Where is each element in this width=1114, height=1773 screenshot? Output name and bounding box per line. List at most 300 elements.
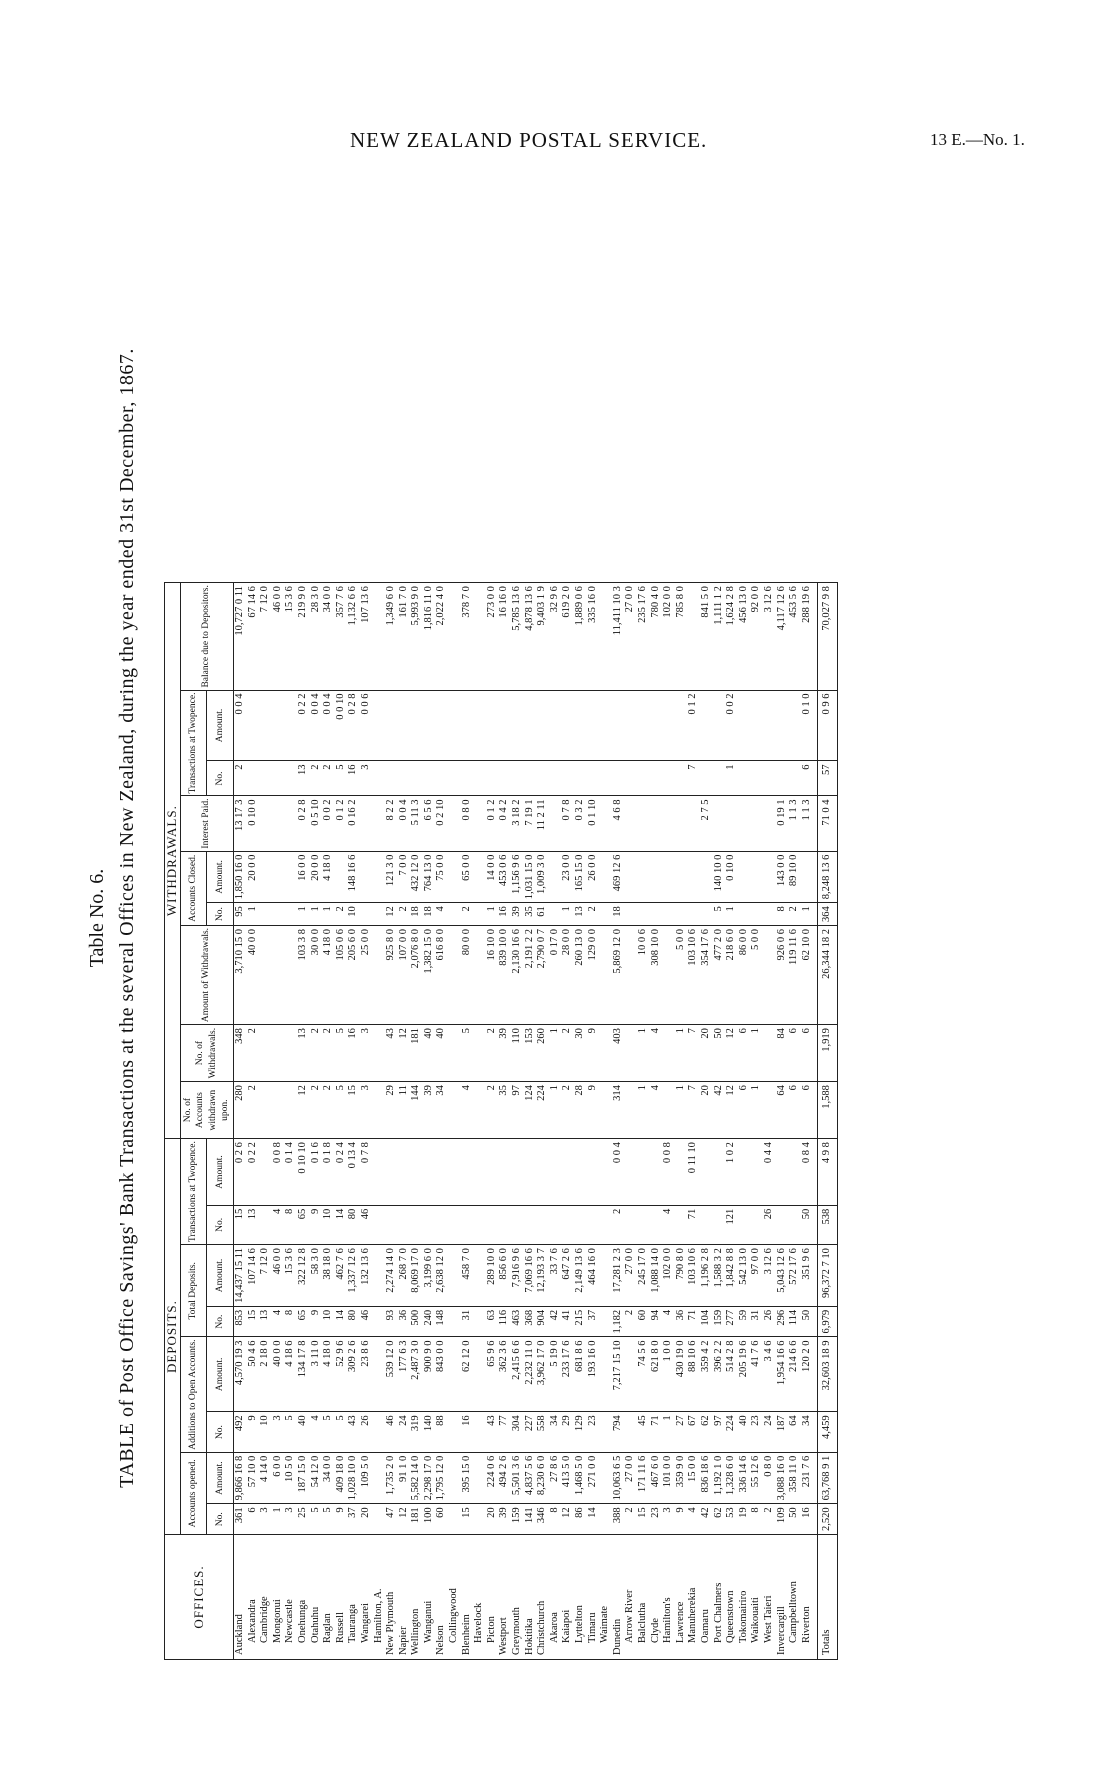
table-cell: 24 xyxy=(398,1412,411,1452)
table-cell: 65 0 0 xyxy=(461,851,474,903)
table-cell xyxy=(373,761,386,796)
table-cell xyxy=(486,761,499,796)
table-cell: 7 12 0 xyxy=(259,583,272,690)
table-row xyxy=(776,583,789,1660)
table-cell xyxy=(473,1412,486,1452)
table-cell xyxy=(776,1139,789,1206)
table-cell xyxy=(587,1139,600,1206)
table-cell: 289 10 0 xyxy=(486,1245,499,1307)
table-cell: 37 xyxy=(587,1306,600,1337)
table-cell: 1 xyxy=(750,1082,763,1139)
table-cell: 3 xyxy=(360,761,373,796)
table-cell: 925 8 0 xyxy=(385,925,398,1024)
table-cell: 2 xyxy=(486,1025,499,1082)
table-cell: 361 xyxy=(233,1504,246,1535)
table-cell: 37 xyxy=(347,1504,360,1535)
table-cell xyxy=(675,796,688,851)
table-cell: 55 12 6 xyxy=(750,1452,763,1504)
table-cell: 86 xyxy=(574,1504,587,1535)
table-cell: 7,069 16 6 xyxy=(524,1245,537,1307)
table-cell: 80 xyxy=(347,1306,360,1337)
table-cell: 2 xyxy=(486,1082,499,1139)
table-cell: 45 xyxy=(637,1412,650,1452)
col-offices: OFFICES. xyxy=(165,1535,234,1660)
table-cell xyxy=(662,796,675,851)
table-row xyxy=(549,583,562,1660)
table-cell: 5 xyxy=(284,1412,297,1452)
table-cell: 12 xyxy=(725,1025,738,1082)
table-cell xyxy=(473,903,486,926)
table-cell: 141 xyxy=(524,1504,537,1535)
table-cell: 0 4 4 xyxy=(763,1139,776,1206)
table-cell xyxy=(637,851,650,903)
table-cell xyxy=(448,583,461,690)
table-row xyxy=(448,583,461,1660)
table-cell: 88 xyxy=(435,1412,448,1452)
table-cell: 5 11 3 xyxy=(410,796,423,851)
table-cell xyxy=(373,1082,386,1139)
table-cell xyxy=(599,1504,612,1535)
table-cell: 62 xyxy=(700,1412,713,1452)
totals-label: Totals xyxy=(818,1535,838,1660)
totals-cell: 26,344 18 2 xyxy=(818,925,838,1024)
table-cell: 12 xyxy=(398,1025,411,1082)
table-cell: 0 0 8 xyxy=(272,1139,285,1206)
table-cell: 5 xyxy=(310,1504,323,1535)
table-cell xyxy=(624,1082,637,1139)
table-cell: 165 15 0 xyxy=(574,851,587,903)
table-cell: 836 18 6 xyxy=(700,1452,713,1504)
table-cell: 97 xyxy=(713,1412,726,1452)
table-cell: 27 0 0 xyxy=(624,1245,637,1307)
table-cell: 181 xyxy=(410,1025,423,1082)
table-cell xyxy=(473,1337,486,1412)
table-cell xyxy=(448,851,461,903)
table-cell xyxy=(549,761,562,796)
table-cell xyxy=(259,1205,272,1244)
table-cell: 2 xyxy=(247,1082,260,1139)
table-cell: 88 10 6 xyxy=(687,1337,700,1412)
table-cell: 2 xyxy=(322,1025,335,1082)
office-name: Russell xyxy=(335,1535,348,1660)
office-name: Wellington xyxy=(410,1535,423,1660)
table-cell xyxy=(373,1337,386,1412)
table-cell xyxy=(373,583,386,690)
table-cell: 3 18 2 xyxy=(511,796,524,851)
table-cell: 1,156 9 6 xyxy=(511,851,524,903)
table-cell: 129 0 0 xyxy=(587,925,600,1024)
table-cell xyxy=(574,690,587,761)
table-cell: 28 0 0 xyxy=(561,925,574,1024)
table-cell: 42 xyxy=(700,1504,713,1535)
table-cell: 1 1 3 xyxy=(801,796,818,851)
table-cell: 335 16 0 xyxy=(587,583,600,690)
table-cell: 105 0 6 xyxy=(335,925,348,1024)
table-cell: 214 6 6 xyxy=(788,1337,801,1412)
table-cell xyxy=(448,903,461,926)
table-cell: 2,076 8 0 xyxy=(410,925,423,1024)
table-cell: 304 xyxy=(511,1412,524,1452)
table-cell xyxy=(284,851,297,903)
table-cell: 616 8 0 xyxy=(435,925,448,1024)
table-cell: 2 xyxy=(335,903,348,926)
table-cell xyxy=(763,796,776,851)
table-cell: 177 6 3 xyxy=(398,1337,411,1412)
totals-cell: 0 9 6 xyxy=(818,690,838,761)
sub-amount: Amount. xyxy=(207,1337,234,1412)
table-cell: 23 xyxy=(750,1412,763,1452)
table-cell xyxy=(599,1412,612,1452)
table-cell xyxy=(448,690,461,761)
table-cell: 4 18 0 xyxy=(322,1337,335,1412)
table-cell: 20 xyxy=(700,1082,713,1139)
table-cell: 9 xyxy=(587,1082,600,1139)
table-cell: 2,022 4 0 xyxy=(435,583,448,690)
table-cell: 6 xyxy=(788,1025,801,1082)
col-amount-withdrawals: Amount of Withdrawals. xyxy=(180,925,233,1024)
table-row xyxy=(662,583,675,1660)
table-cell: 161 7 0 xyxy=(398,583,411,690)
sub-no: No. xyxy=(207,903,234,926)
table-row xyxy=(297,583,310,1660)
table-cell: 43 xyxy=(347,1412,360,1452)
table-cell: 1 xyxy=(725,903,738,926)
table-cell xyxy=(549,690,562,761)
table-cell: 2 xyxy=(310,761,323,796)
table-cell: 388 xyxy=(612,1504,625,1535)
office-name: Mongonui xyxy=(272,1535,285,1660)
table-cell xyxy=(612,761,625,796)
table-cell: 358 11 0 xyxy=(788,1452,801,1504)
table-row xyxy=(801,583,818,1660)
table-cell: 60 xyxy=(435,1504,448,1535)
table-cell: 1,337 12 6 xyxy=(347,1245,360,1307)
table-cell xyxy=(637,903,650,926)
table-cell: 5,043 12 6 xyxy=(776,1245,789,1307)
table-cell: 5 19 0 xyxy=(549,1337,562,1412)
table-cell: 260 xyxy=(536,1025,549,1082)
table-row xyxy=(272,583,285,1660)
table-cell: 91 1 0 xyxy=(398,1452,411,1504)
table-cell: 4,837 5 6 xyxy=(524,1452,537,1504)
table-cell: 572 17 6 xyxy=(788,1245,801,1307)
office-name: Campbelltown xyxy=(788,1535,801,1660)
table-cell: 6 xyxy=(801,1082,818,1139)
table-cell xyxy=(549,1205,562,1244)
table-cell: 0 2 10 xyxy=(435,796,448,851)
table-cell: 103 3 8 xyxy=(297,925,310,1024)
table-cell xyxy=(763,690,776,761)
table-cell: 280 xyxy=(233,1082,246,1139)
table-cell xyxy=(272,796,285,851)
table-cell: 1 xyxy=(675,1025,688,1082)
table-cell: 1,031 15 0 xyxy=(524,851,537,903)
table-cell: 50 xyxy=(801,1205,818,1244)
table-cell: 100 xyxy=(423,1504,436,1535)
table-cell: 13 xyxy=(297,1025,310,1082)
totals-cell: 70,027 9 8 xyxy=(818,583,838,690)
table-cell: 1 xyxy=(561,903,574,926)
table-cell: 1,795 12 0 xyxy=(435,1452,448,1504)
table-cell xyxy=(763,903,776,926)
office-name: Wangarei xyxy=(360,1535,373,1660)
office-name: Alexandra xyxy=(247,1535,260,1660)
col-accounts-closed: Accounts Closed. xyxy=(180,851,207,925)
table-cell: 148 xyxy=(435,1306,448,1337)
table-cell xyxy=(624,925,637,1024)
table-cell: 124 xyxy=(524,1082,537,1139)
sub-amount: Amount. xyxy=(207,690,234,761)
table-cell: 5,785 13 6 xyxy=(511,583,524,690)
table-cell: 67 xyxy=(687,1412,700,1452)
table-cell: 53 xyxy=(725,1504,738,1535)
totals-cell: 71 0 4 xyxy=(818,796,838,851)
page-reference: 13 E.—No. 1. xyxy=(930,130,1025,149)
table-cell: 59 xyxy=(738,1306,751,1337)
table-cell xyxy=(511,761,524,796)
table-row xyxy=(637,583,650,1660)
table-cell: 5 0 0 xyxy=(750,925,763,1024)
table-cell: 107 13 6 xyxy=(360,583,373,690)
table-cell xyxy=(713,690,726,761)
table-cell: 780 4 0 xyxy=(650,583,663,690)
col-no-withdrawals: No. of Withdrawals. xyxy=(180,1025,233,1082)
table-cell xyxy=(750,1139,763,1206)
table-cell xyxy=(284,761,297,796)
table-cell: 4 18 6 xyxy=(284,1337,297,1412)
table-cell xyxy=(763,925,776,1024)
table-cell: 32 9 6 xyxy=(549,583,562,690)
office-name: Hamilton, A. xyxy=(373,1535,386,1660)
table-cell: 120 2 0 xyxy=(801,1337,818,1412)
table-cell: 26 0 0 xyxy=(587,851,600,903)
table-cell: 34 xyxy=(549,1412,562,1452)
table-row xyxy=(650,583,663,1660)
table-cell xyxy=(650,796,663,851)
table-cell: 5 xyxy=(335,761,348,796)
table-cell: 764 13 0 xyxy=(423,851,436,903)
table-cell xyxy=(448,1082,461,1139)
table-cell: 40 xyxy=(435,1025,448,1082)
totals-cell: 4,459 xyxy=(818,1412,838,1452)
table-cell: 0 0 4 xyxy=(612,1139,625,1206)
table-cell xyxy=(738,851,751,903)
table-cell xyxy=(448,1452,461,1504)
table-cell: 7,916 9 6 xyxy=(511,1245,524,1307)
table-cell: 97 xyxy=(511,1082,524,1139)
table-cell: 34 0 0 xyxy=(322,583,335,690)
table-cell: 5,869 12 0 xyxy=(612,925,625,1024)
table-cell: 14,437 15 11 xyxy=(233,1245,246,1307)
table-cell xyxy=(574,761,587,796)
table-row xyxy=(247,583,260,1660)
table-cell xyxy=(750,903,763,926)
office-name: Riverton xyxy=(801,1535,818,1660)
table-cell: 27 0 0 xyxy=(624,1452,637,1504)
table-cell: 50 xyxy=(788,1504,801,1535)
table-cell xyxy=(599,583,612,690)
table-cell: 6 5 6 xyxy=(423,796,436,851)
table-row xyxy=(561,583,574,1660)
table-cell: 3,710 15 0 xyxy=(233,925,246,1024)
table-cell: 277 xyxy=(725,1306,738,1337)
table-row xyxy=(360,583,373,1660)
table-cell: 841 5 0 xyxy=(700,583,713,690)
table-cell: 2,790 0 7 xyxy=(536,925,549,1024)
table-cell xyxy=(662,925,675,1024)
table-cell xyxy=(675,690,688,761)
table-cell: 0 10 0 xyxy=(725,851,738,903)
table-cell: 8 2 2 xyxy=(385,796,398,851)
table-row xyxy=(335,583,348,1660)
totals-cell: 4 9 8 xyxy=(818,1139,838,1206)
table-row xyxy=(587,583,600,1660)
table-cell: 8 xyxy=(750,1504,763,1535)
table-cell xyxy=(687,903,700,926)
table-cell: 4 xyxy=(650,1082,663,1139)
table-cell: 13 xyxy=(297,761,310,796)
table-cell: 464 16 0 xyxy=(587,1245,600,1307)
table-cell: 309 2 6 xyxy=(347,1337,360,1412)
table-cell: 26 xyxy=(763,1205,776,1244)
table-cell xyxy=(385,1139,398,1206)
table-cell: 23 8 6 xyxy=(360,1337,373,1412)
table-cell xyxy=(284,903,297,926)
table-row xyxy=(233,583,246,1660)
table-cell xyxy=(435,761,448,796)
table-cell: 10 xyxy=(259,1412,272,1452)
table-cell: 2,638 12 0 xyxy=(435,1245,448,1307)
table-cell: 6 xyxy=(738,1082,751,1139)
table-cell xyxy=(624,761,637,796)
table-cell: 403 xyxy=(612,1025,625,1082)
table-cell xyxy=(398,690,411,761)
table-cell: 10 xyxy=(322,1306,335,1337)
table-cell: 46 xyxy=(360,1205,373,1244)
table-cell xyxy=(385,761,398,796)
table-cell: 13 17 3 xyxy=(233,796,246,851)
table-cell: 10 5 0 xyxy=(284,1452,297,1504)
table-cell xyxy=(599,851,612,903)
table-cell: 904 xyxy=(536,1306,549,1337)
table-row xyxy=(599,583,612,1660)
table-cell: 3 12 6 xyxy=(763,1245,776,1307)
table-cell: 107 0 0 xyxy=(398,925,411,1024)
table-cell: 26 xyxy=(360,1412,373,1452)
table-cell: 2 7 5 xyxy=(700,796,713,851)
table-cell: 187 15 0 xyxy=(297,1452,310,1504)
table-cell: 1 1 3 xyxy=(788,796,801,851)
table-cell: 5,501 3 6 xyxy=(511,1452,524,1504)
table-cell: 12 xyxy=(297,1082,310,1139)
table-cell: 60 xyxy=(637,1306,650,1337)
table-cell xyxy=(788,690,801,761)
table-cell xyxy=(599,1245,612,1307)
table-cell xyxy=(524,761,537,796)
table-cell: 42 xyxy=(713,1082,726,1139)
table-cell xyxy=(435,1139,448,1206)
table-cell: 12 xyxy=(398,1504,411,1535)
table-cell: 77 xyxy=(498,1412,511,1452)
table-cell: 205 19 6 xyxy=(738,1337,751,1412)
table-cell: 0 13 4 xyxy=(347,1139,360,1206)
table-cell xyxy=(385,690,398,761)
table-cell: 0 2 4 xyxy=(335,1139,348,1206)
table-cell xyxy=(259,1025,272,1082)
table-cell: 224 0 6 xyxy=(486,1452,499,1504)
table-cell: 27 0 0 xyxy=(624,583,637,690)
table-cell: 1,889 0 6 xyxy=(574,583,587,690)
table-cell: 86 0 0 xyxy=(738,925,751,1024)
table-cell: 233 17 6 xyxy=(561,1337,574,1412)
table-cell: 4,570 19 3 xyxy=(233,1337,246,1412)
table-cell: 140 10 0 xyxy=(713,851,726,903)
table-cell: 5,582 14 0 xyxy=(410,1452,423,1504)
table-cell xyxy=(675,761,688,796)
table-cell xyxy=(650,1139,663,1206)
table-cell: 0 1 2 xyxy=(687,690,700,761)
table-cell: 65 9 6 xyxy=(486,1337,499,1412)
office-name: Arrow River xyxy=(624,1535,637,1660)
table-cell: 5 xyxy=(335,1082,348,1139)
table-cell: 116 xyxy=(498,1306,511,1337)
table-cell: 2 xyxy=(322,1082,335,1139)
table-cell: 31 xyxy=(750,1306,763,1337)
table-cell: 469 12 6 xyxy=(612,851,625,903)
table-cell: 101 0 0 xyxy=(662,1452,675,1504)
table-cell xyxy=(637,690,650,761)
table-cell xyxy=(675,903,688,926)
table-cell: 4 xyxy=(687,1504,700,1535)
table-cell: 0 0 4 xyxy=(310,690,323,761)
table-cell: 0 1 2 xyxy=(335,796,348,851)
table-cell: 453 5 6 xyxy=(788,583,801,690)
table-cell: 144 xyxy=(410,1082,423,1139)
table-cell xyxy=(272,690,285,761)
sub-no: No. xyxy=(207,1205,234,1244)
office-name: Tokomairiro xyxy=(738,1535,751,1660)
table-cell xyxy=(473,796,486,851)
table-cell: 647 2 6 xyxy=(561,1245,574,1307)
table-cell xyxy=(738,796,751,851)
table-cell: 0 0 2 xyxy=(725,690,738,761)
table-cell: 64 xyxy=(776,1082,789,1139)
table-cell: 10 xyxy=(322,1205,335,1244)
table-cell xyxy=(700,851,713,903)
table-cell: 104 xyxy=(700,1306,713,1337)
table-cell: 359 4 2 xyxy=(700,1337,713,1412)
office-name: Nelson xyxy=(435,1535,448,1660)
table-cell: 19 xyxy=(738,1504,751,1535)
table-cell: 71 xyxy=(687,1306,700,1337)
table-cell: 0 11 10 xyxy=(687,1139,700,1206)
table-cell xyxy=(561,690,574,761)
table-cell xyxy=(624,903,637,926)
table-cell xyxy=(624,1205,637,1244)
savings-bank-table xyxy=(164,582,838,1660)
table-row xyxy=(750,583,763,1660)
table-cell: 1,349 6 0 xyxy=(385,583,398,690)
table-cell xyxy=(373,1245,386,1307)
table-cell: 67 14 6 xyxy=(247,583,260,690)
table-cell xyxy=(662,903,675,926)
table-cell: 5 xyxy=(322,1504,335,1535)
table-cell xyxy=(284,1082,297,1139)
table-cell: 9 xyxy=(310,1306,323,1337)
table-cell xyxy=(272,761,285,796)
table-cell: 0 2 2 xyxy=(247,1139,260,1206)
table-cell: 231 7 6 xyxy=(801,1452,818,1504)
